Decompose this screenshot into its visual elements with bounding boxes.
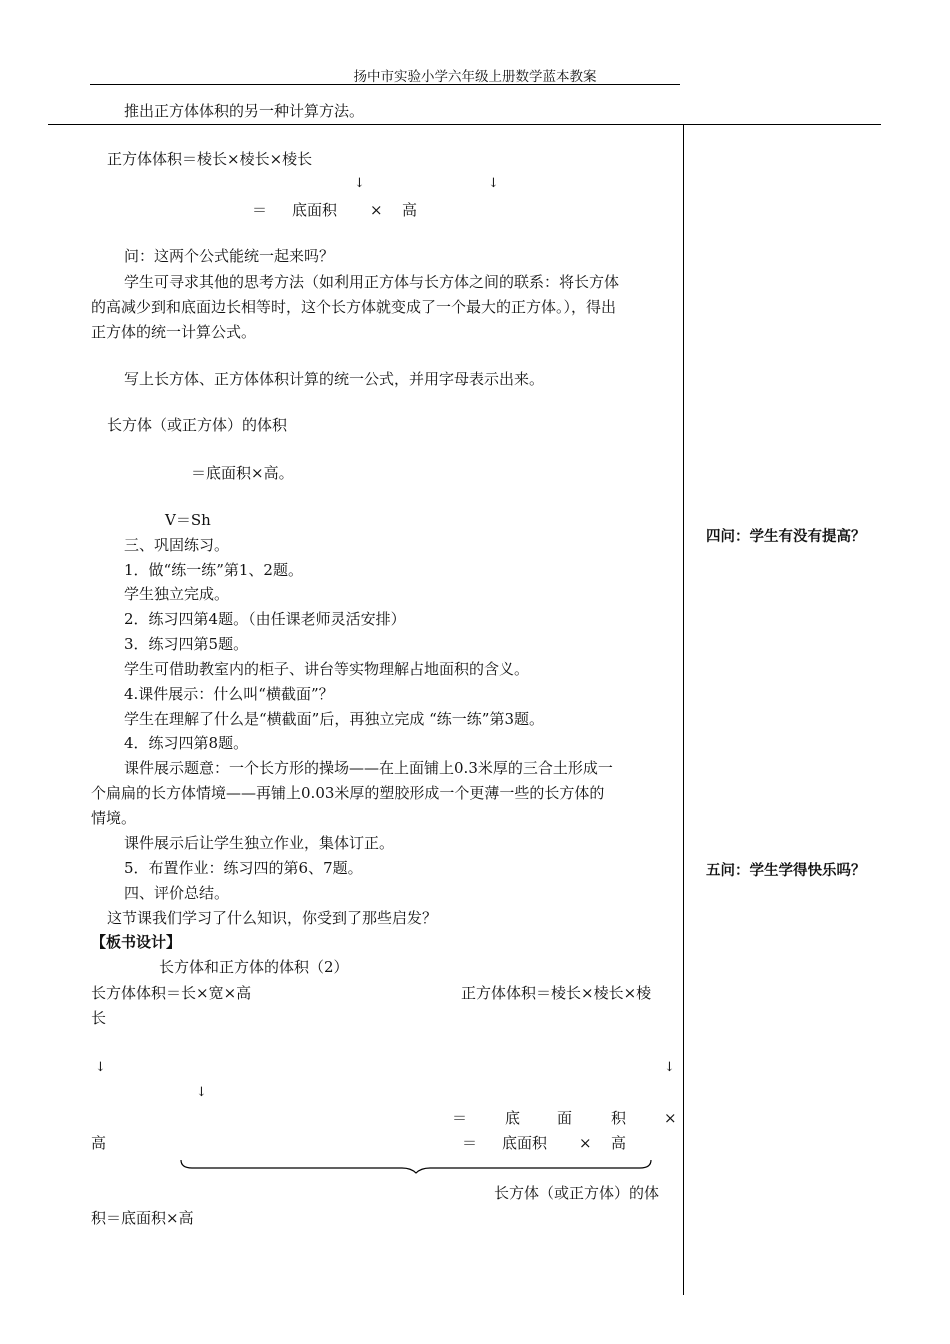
- board-final-formula: 长方体（或正方体）的体: [494, 1184, 660, 1202]
- down-arrow-icon: ↓: [95, 1060, 106, 1075]
- practice-item: 个扁扁的长方体情境——再铺上0.03米厚的塑胶形成一个更薄一些的长方体的: [91, 784, 605, 802]
- thinking-text: 正方体的统一计算公式。: [91, 323, 257, 341]
- section-title: 三、巩固练习。: [124, 536, 230, 554]
- practice-item: 学生在理解了什么是“横截面”后，再独立完成 “练一练”第3题。: [124, 710, 544, 728]
- letter-formula: V＝Sh: [165, 511, 211, 529]
- header-rule: [90, 84, 680, 85]
- summary-question: 这节课我们学习了什么知识，你受到了那些启发？: [107, 909, 438, 927]
- unified-formula: ＝底面积×高。: [191, 464, 294, 482]
- down-arrow-icon: ↓: [488, 176, 499, 191]
- practice-item: 情境。: [91, 809, 137, 827]
- section-title: 四、评价总结。: [124, 884, 230, 902]
- practice-item: 4.课件展示：什么叫“横截面”？: [124, 685, 334, 703]
- board-cube-formula: 正方体体积＝棱长×棱长×棱: [461, 984, 652, 1002]
- down-arrow-icon: ↓: [664, 1060, 675, 1075]
- formula-equals: ＝: [252, 201, 268, 219]
- formula-base-area: 底面积: [292, 201, 338, 219]
- board-title: 长方体和正方体的体积（2）: [159, 958, 349, 976]
- board-char: 积: [611, 1109, 627, 1127]
- practice-item: 5．布置作业：练习四的第6、7题。: [124, 859, 363, 877]
- practice-item: 1．做“练一练”第1、2题。: [124, 561, 303, 579]
- board-cuboid-formula: 长方体体积＝长×宽×高: [91, 984, 252, 1002]
- side-note: 四问：学生有没有提高？: [706, 529, 866, 545]
- curly-brace-icon: [180, 1158, 652, 1174]
- formula-times: ×: [370, 201, 383, 219]
- down-arrow-icon: ↓: [196, 1085, 207, 1100]
- practice-item: 课件展示题意：一个长方形的操场——在上面铺上0.3米厚的三合土形成一: [124, 759, 613, 777]
- intro-text: 推出正方体体积的另一种计算方法。: [124, 102, 365, 120]
- board-height: 高: [91, 1134, 107, 1152]
- practice-item: 学生可借助教室内的柜子、讲台等实物理解占地面积的含义。: [124, 660, 530, 678]
- practice-item: 3．练习四第5题。: [124, 635, 249, 653]
- practice-item: 学生独立完成。: [124, 585, 230, 603]
- practice-item: 课件展示后让学生独立作业，集体订正。: [124, 834, 395, 852]
- thinking-text: 的高减少到和底面边长相等时，这个长方体就变成了一个最大的正方体。），得出: [91, 298, 617, 316]
- write-formula-text: 写上长方体、正方体体积计算的统一公式，并用字母表示出来。: [124, 370, 545, 388]
- board-heading: 【板书设计】: [91, 933, 182, 951]
- board-cube-formula: 长: [91, 1009, 107, 1027]
- formula-height: 高: [402, 201, 418, 219]
- board-final-formula: 积＝底面积×高: [91, 1209, 194, 1227]
- board-char: 面: [557, 1109, 573, 1127]
- table-column-divider: [683, 124, 684, 1295]
- side-note: 五问：学生学得快乐吗？: [706, 863, 866, 879]
- board-char: 底: [505, 1109, 521, 1127]
- down-arrow-icon: ↓: [354, 176, 365, 191]
- page-header: 扬中市实验小学六年级上册数学蓝本教案: [353, 69, 597, 85]
- cube-formula: 正方体体积＝棱长×棱长×棱长: [107, 150, 313, 168]
- table-top-border: [48, 124, 881, 125]
- board-times: ×: [579, 1134, 592, 1152]
- thinking-text: 学生可寻求其他的思考方法（如利用正方体与长方体之间的联系：将长方体: [124, 273, 620, 291]
- board-times: ×: [664, 1109, 677, 1127]
- question-text: 问：这两个公式能统一起来吗？: [124, 247, 335, 265]
- board-equals: ＝: [452, 1109, 468, 1127]
- practice-item: 2．练习四第4题。（由任课老师灵活安排）: [124, 610, 406, 628]
- practice-item: 4．练习四第8题。: [124, 734, 249, 752]
- board-height: 高: [611, 1134, 627, 1152]
- unified-formula-label: 长方体（或正方体）的体积: [107, 416, 288, 434]
- board-equals: ＝: [462, 1134, 478, 1152]
- board-base-area: 底面积: [502, 1134, 548, 1152]
